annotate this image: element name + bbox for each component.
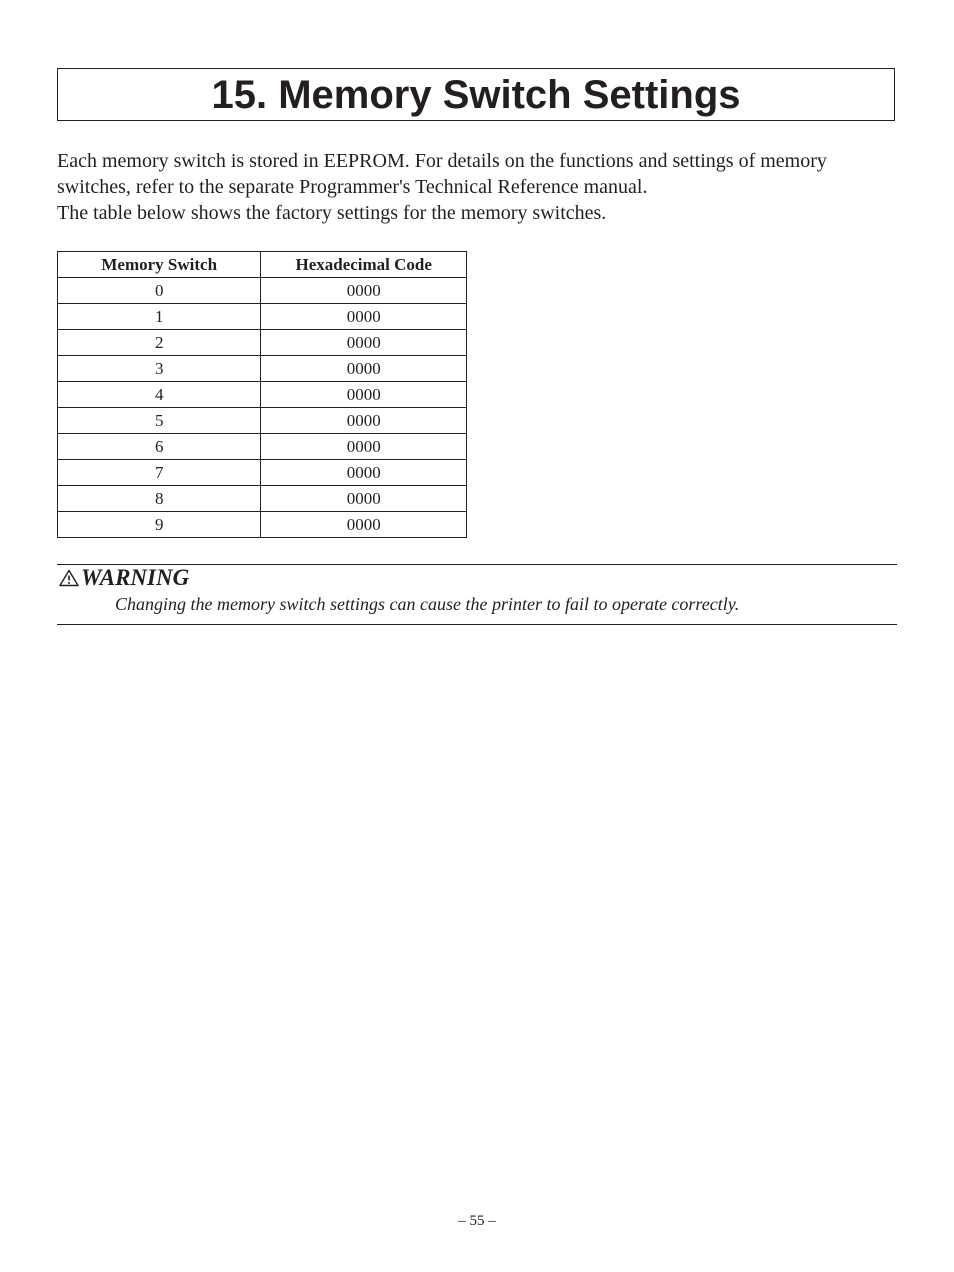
intro-paragraph-2: The table below shows the factory settings for the memory switches.	[57, 202, 607, 224]
column-header-memory-switch: Memory Switch	[58, 252, 261, 278]
hex-code-cell: 0000	[261, 278, 467, 304]
table-header-row	[58, 252, 467, 278]
table-row	[58, 512, 467, 538]
hex-code-cell: 0000	[261, 382, 467, 408]
hex-code-cell: 0000	[261, 512, 467, 538]
table-row	[58, 486, 467, 512]
switch-number-cell: 0	[58, 278, 261, 304]
switch-number-cell: 7	[58, 460, 261, 486]
intro-paragraph-1: Each memory switch is stored in EEPROM. For details on the functions and settings of memory switches, refer to the separate Programmer's Technical Reference manual.	[57, 150, 827, 198]
table-row	[58, 460, 467, 486]
switch-number-cell: 8	[58, 486, 261, 512]
switch-number-cell: 1	[58, 304, 261, 330]
hex-code-cell: 0000	[261, 460, 467, 486]
title-box	[57, 68, 895, 121]
switch-number-cell: 2	[58, 330, 261, 356]
warning-heading	[59, 565, 189, 591]
table-row	[58, 304, 467, 330]
warning-box	[57, 564, 897, 625]
page-title: 15. Memory Switch Settings	[211, 72, 741, 117]
warning-triangle-icon	[59, 569, 79, 587]
intro-text	[57, 148, 902, 226]
warning-text: Changing the memory switch settings can cause the printer to fail to operate correctly.	[115, 594, 740, 614]
switch-number-cell: 3	[58, 356, 261, 382]
switch-number-cell: 9	[58, 512, 261, 538]
hex-code-cell: 0000	[261, 304, 467, 330]
table-row	[58, 382, 467, 408]
switch-number-cell: 6	[58, 434, 261, 460]
warning-label: WARNING	[81, 565, 190, 590]
hex-code-cell: 0000	[261, 330, 467, 356]
table-row	[58, 356, 467, 382]
switch-number-cell: 4	[58, 382, 261, 408]
table-row	[58, 434, 467, 460]
hex-code-cell: 0000	[261, 434, 467, 460]
page-number: – 55 –	[458, 1213, 496, 1229]
table-row	[58, 278, 467, 304]
table-row	[58, 408, 467, 434]
memory-switch-table	[57, 251, 467, 538]
hex-code-cell: 0000	[261, 356, 467, 382]
hex-code-cell: 0000	[261, 486, 467, 512]
column-header-hex-code: Hexadecimal Code	[261, 252, 467, 278]
table-row	[58, 330, 467, 356]
hex-code-cell: 0000	[261, 408, 467, 434]
switch-number-cell: 5	[58, 408, 261, 434]
